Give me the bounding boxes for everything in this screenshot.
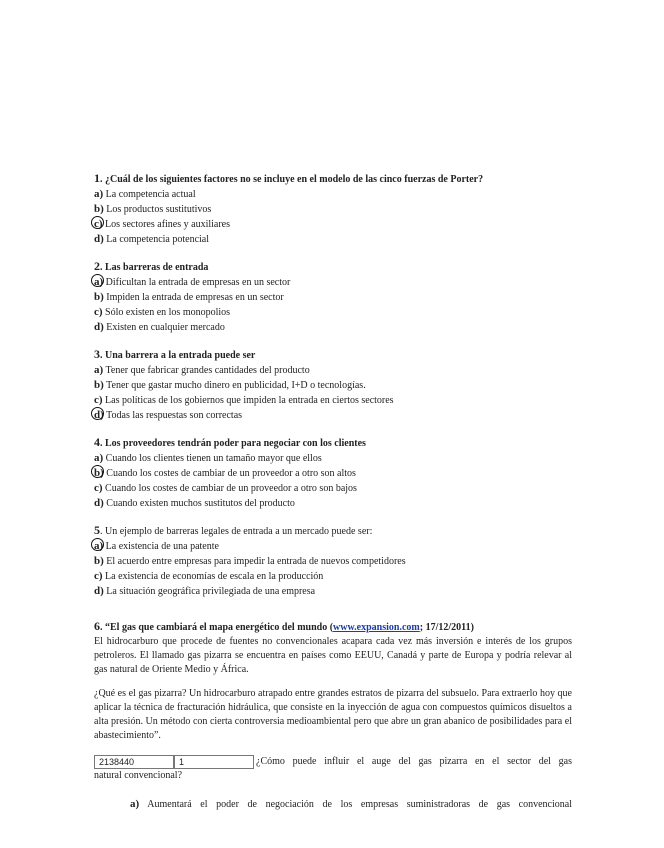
answer-option[interactable] [94,481,572,496]
option-text: Los productos sustitutivos [106,204,212,215]
question-3 [94,347,572,423]
option-letter: b) [94,291,104,303]
question-number: 1 [94,171,100,185]
question-text: . ¿Cuál de los siguientes factores no se incluye en el modelo de las cinco fuerzas de Porter? [100,174,484,185]
option-letter: b) [94,379,104,391]
question-number: 4 [94,435,100,449]
answer-option[interactable] [94,554,572,569]
question-text: . Las barreras de entrada [100,262,209,273]
option-letter: a) [94,452,104,464]
question-title [94,347,572,363]
version-field[interactable]: 1 [174,755,254,769]
option-letter: a) [94,188,104,200]
question-number: 5 [94,523,100,537]
answer-option[interactable] [94,378,572,393]
selected-answer-circle [91,407,104,420]
option-letter: d) [94,321,104,333]
question-title [94,523,572,539]
question-text: . Los proveedores tendrán poder para negociar con los clientes [100,438,366,449]
selected-answer-circle [91,216,104,229]
option-text: El acuerdo entre empresas para impedir la entrada de nuevos competidores [106,556,406,567]
question-6-title [94,619,572,635]
option-letter: b) [94,203,104,215]
question-title [94,259,572,275]
option-letter: d) [94,585,104,597]
option-letter: a) [94,364,104,376]
source-link[interactable]: www.expansion.com [333,622,420,633]
question-text: . Un ejemplo de barreras legales de entrada a un mercado puede ser: [100,526,373,537]
option-text: Tener que gastar mucho dinero en publicidad, I+D o tecnologías. [106,380,366,391]
question-text: . Una barrera a la entrada puede ser [100,350,256,361]
question-6-title-text: . “El gas que cambiará el mapa energético del mundo ( [100,622,334,633]
option-text: Cuando los costes de cambiar de un proveedor a otro son bajos [105,483,357,494]
article-paragraph-1: El hidrocarburo que procede de fuentes no convencionales acapara cada vez más inversión e interés de los grupos petroleros. El llamado gas pizarra se encuentra en países como EEUU, Canadá y parte de Europa y podría relevar al gas natural de Oriente Medio y África. [94,636,572,675]
option-text: Los sectores afines y auxiliares [105,219,231,230]
question-number: 6 [94,619,100,633]
option-text: Tener que fabricar grandes cantidades del producto [105,365,310,376]
answer-option[interactable] [94,496,572,511]
option-letter: c) [94,570,103,582]
answer-option[interactable] [94,187,572,202]
answer-option[interactable] [94,290,572,305]
selected-answer-circle [91,274,104,287]
option-text: La competencia potencial [106,234,210,245]
question-title [94,435,572,451]
option-text: La existencia de una patente [105,541,219,552]
answer-option[interactable] [94,232,572,247]
option-text: Impiden la entrada de empresas en un sector [106,292,284,303]
option-letter: a) [94,276,104,288]
option-letter: c) [94,306,103,318]
answer-option[interactable] [94,569,572,584]
answer-option[interactable] [94,363,572,378]
option-text: Cuando los costes de cambiar de un proveedor a otro son altos [106,468,356,479]
option-text: Las políticas de los gobiernos que impiden la entrada en ciertos sectores [105,395,394,406]
option-letter: d) [94,409,104,421]
option-text: La competencia actual [105,189,196,200]
answer-option[interactable] [94,393,572,408]
exam-page [94,171,572,812]
question-6-prompt-line1: ¿Cómo puede influir el auge del gas pizarra en el sector del gas [256,756,572,767]
option-letter: c) [94,482,103,494]
question-6-title-date: ; 17/12/2011) [419,622,474,633]
option-letter: d) [94,497,104,509]
question-number: 2 [94,259,100,273]
question-5 [94,523,572,599]
option-letter: b) [94,467,104,479]
option-text: La situación geográfica privilegiada de una empresa [106,586,316,597]
question-6 [94,619,572,812]
question-title [94,171,572,187]
answer-option[interactable] [94,408,572,423]
answer-option[interactable] [94,466,572,481]
selected-answer-circle [91,538,104,551]
selected-answer-circle [91,465,104,478]
article-paragraph-2: ¿Qué es el gas pizarra? Un hidrocarburo atrapado entre grandes estratos de pizarra del subsuelo. Para extraerlo hoy que aplicar la técnica de fracturación hidráulica, que consiste en la inyección de agua con compuestos químicos disueltos a alta presión. Un método con cierta controversia medioambiental pero que abre un gran abanico de posibilidades para el abastecimiento”. [94,688,572,741]
option-letter: c) [94,218,103,230]
option-letter: c) [94,394,103,406]
answer-option[interactable] [94,202,572,217]
answer-option[interactable] [94,539,572,554]
option-text: Sólo existen en los monopolios [105,307,231,318]
question-1 [94,171,572,247]
option-text: Cuando los clientes tienen un tamaño mayor que ellos [105,453,322,464]
student-id-field[interactable]: 2138440 [94,755,174,769]
answer-option[interactable] [94,320,572,335]
answer-option[interactable] [94,584,572,599]
option-text: Existen en cualquier mercado [106,322,225,333]
answer-option[interactable] [94,275,572,290]
option-text: La existencia de economías de escala en la producción [105,571,324,582]
option-letter: b) [94,555,104,567]
option-letter: a) [130,798,140,810]
option-text: Todas las respuestas son correctas [106,410,243,421]
answer-option[interactable] [94,217,572,232]
question-2 [94,259,572,335]
question-6-prompt-line2: natural convencional? [94,770,183,781]
option-letter: d) [94,233,104,245]
question-list [94,171,572,599]
option-text: Cuando existen muchos sustitutos del producto [106,498,295,509]
answer-option[interactable] [94,305,572,320]
answer-option[interactable] [94,451,572,466]
question-4 [94,435,572,511]
answer-fields-row [94,755,572,769]
option-letter: a) [94,540,104,552]
option-text: Dificultan la entrada de empresas en un sector [105,277,291,288]
option-text: Aumentará el poder de negociación de los empresas suministradoras de gas convencional [147,799,572,810]
question-number: 3 [94,347,100,361]
question-6-option-a [94,797,572,812]
